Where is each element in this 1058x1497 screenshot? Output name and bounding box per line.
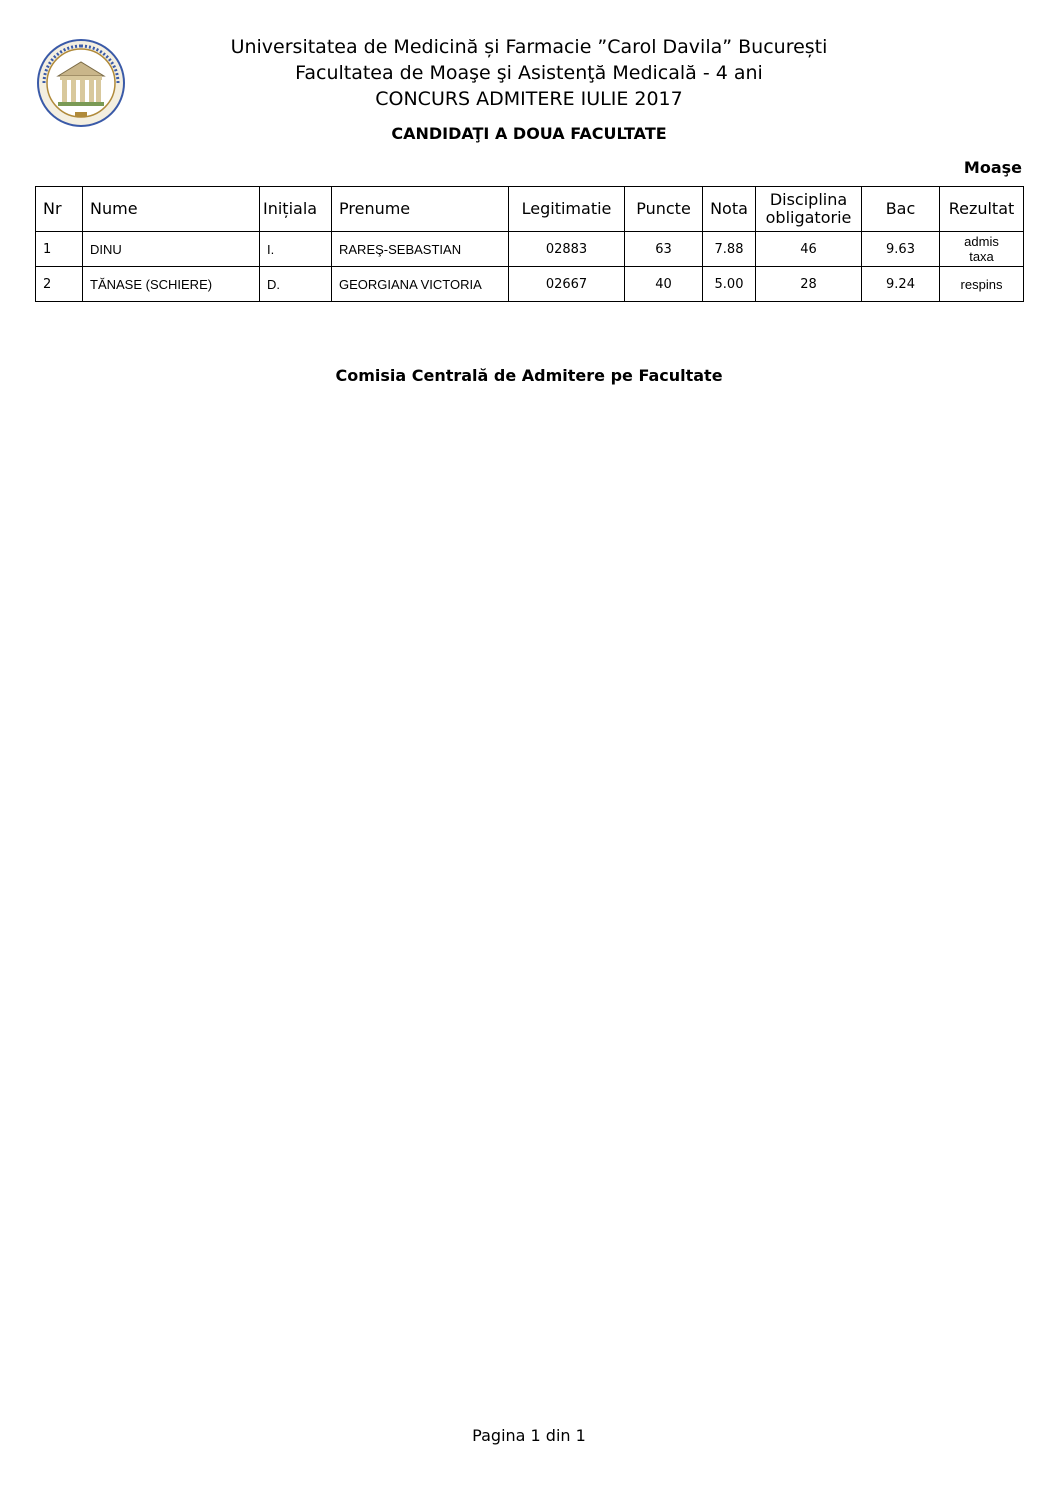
header-bac: Bac	[862, 187, 940, 232]
rezultat-line2: taxa	[969, 249, 994, 264]
rezultat-line1: respins	[960, 276, 1003, 292]
cell-legitimatie: 02883	[509, 232, 625, 267]
cell-nume: TĂNASE (SCHIERE)	[83, 267, 260, 302]
university-name: Universitatea de Medicină și Farmacie ”Carol Davila” București	[230, 36, 828, 58]
cell-rezultat	[940, 267, 1024, 302]
cell-rezultat	[940, 232, 1024, 267]
cell-puncte: 63	[625, 232, 703, 267]
header-nume: Nume	[83, 187, 260, 232]
header-nr: Nr	[36, 187, 83, 232]
contest-title: CONCURS ADMITERE IULIE 2017	[375, 88, 683, 110]
cell-bac: 9.63	[862, 232, 940, 267]
cell-initiala: D.	[260, 267, 332, 302]
header-disciplina-line1: Disciplina	[769, 190, 848, 209]
table-header-row	[36, 187, 1024, 232]
cell-prenume: GEORGIANA VICTORIA	[332, 267, 509, 302]
cell-disciplina: 28	[756, 267, 862, 302]
header-prenume: Prenume	[332, 187, 509, 232]
cell-bac: 9.24	[862, 267, 940, 302]
commission-signature: Comisia Centrală de Admitere pe Facultate	[335, 366, 723, 385]
results-table	[35, 186, 1024, 302]
table-row	[36, 267, 1024, 302]
header-puncte: Puncte	[625, 187, 703, 232]
table-row	[36, 232, 1024, 267]
page-number: Pagina 1 din 1	[472, 1426, 586, 1445]
cell-legitimatie: 02667	[509, 267, 625, 302]
header-initiala: Inițiala	[260, 187, 332, 232]
cell-disciplina: 46	[756, 232, 862, 267]
rezultat-line1: admis	[964, 234, 999, 249]
header-disciplina	[756, 187, 862, 232]
cell-nr: 1	[36, 232, 83, 267]
cell-prenume: RAREŞ-SEBASTIAN	[332, 232, 509, 267]
header-disciplina-line2: obligatorie	[765, 208, 852, 227]
header-nota: Nota	[703, 187, 756, 232]
specialty-label: Moaşe	[963, 158, 1022, 177]
cell-nota: 7.88	[703, 232, 756, 267]
cell-puncte: 40	[625, 267, 703, 302]
cell-nume: DINU	[83, 232, 260, 267]
cell-initiala: I.	[260, 232, 332, 267]
header-legitimatie: Legitimatie	[509, 187, 625, 232]
document-subtitle: CANDIDAŢI A DOUA FACULTATE	[391, 124, 667, 143]
faculty-name: Facultatea de Moaşe şi Asistenţă Medicală - 4 ani	[295, 62, 763, 84]
cell-nr: 2	[36, 267, 83, 302]
cell-nota: 5.00	[703, 267, 756, 302]
header-rezultat: Rezultat	[940, 187, 1024, 232]
